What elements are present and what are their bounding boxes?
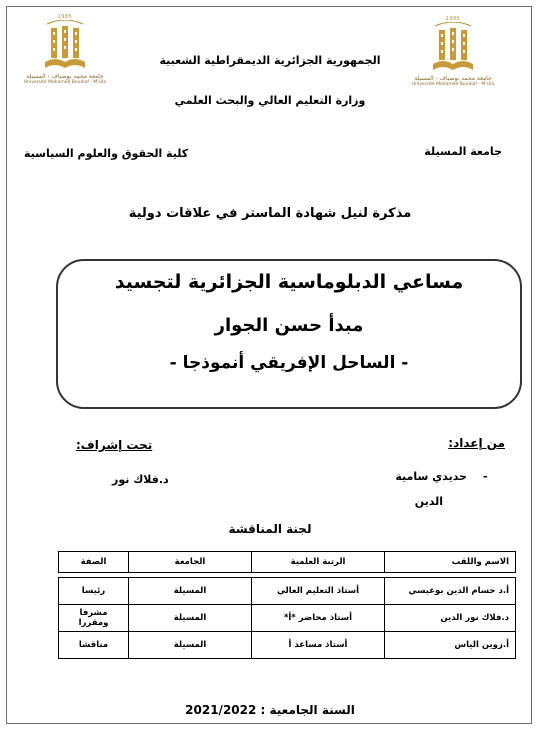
- table-row: [59, 578, 516, 605]
- supervisor-name: د.فلاك نور: [112, 473, 169, 486]
- supervision-label: تحت إشراف:: [76, 438, 153, 452]
- column-header: الاسم واللقب: [385, 552, 516, 573]
- jury-member-role: مناقشا: [59, 632, 129, 659]
- jury-table: [58, 551, 516, 659]
- jury-member-rank: أستاذ محاضر *أ*: [252, 605, 385, 632]
- title-line-3: - الساحل الإفريقي أنموذجا -: [169, 353, 409, 373]
- jury-heading: لجنة المناقشة: [228, 522, 312, 536]
- student-bullet: -: [483, 470, 488, 483]
- student-name: حديدي سامية: [395, 470, 467, 483]
- table-row: [59, 605, 516, 632]
- jury-member-role: رئيسا: [59, 578, 129, 605]
- thesis-type: مذكرة لنيل شهادة الماستر في علاقات دولية: [128, 206, 412, 221]
- column-header: الصفة: [59, 552, 129, 573]
- university-name: جامعة المسيلة: [424, 145, 502, 158]
- prepared-by-label: من إعداد:: [448, 436, 505, 450]
- jury-member-university: المسيلة: [129, 578, 252, 605]
- title-line-1: مساعي الدبلوماسية الجزائرية لتجسيد: [114, 271, 464, 293]
- thesis-title-box: [56, 259, 522, 409]
- academic-year: السنة الجامعية : 2021/2022: [185, 703, 355, 717]
- logo-year: 1985: [445, 16, 461, 22]
- republic-heading: الجمهورية الجزائرية الديمقراطية الشعبية: [159, 54, 381, 67]
- faculty-name: كلية الحقوق والعلوم السياسية: [24, 147, 189, 160]
- jury-member-name: أ.د حسام الدين بوعيسي: [385, 578, 516, 605]
- ministry-heading: وزارة التعليم العالي والبحث العلمي: [174, 94, 366, 107]
- jury-member-university: المسيلة: [129, 605, 252, 632]
- title-line-2: مبدأ حسن الجوار: [214, 315, 364, 336]
- jury-member-name: د.فلاك نور الدين: [385, 605, 516, 632]
- logo-arabic-name: جامعة محمد بوضياف - المسيلة: [26, 73, 104, 80]
- table-row: [59, 632, 516, 659]
- jury-member-role: مشرفا ومقررا: [59, 605, 129, 632]
- jury-member-rank: أستاذ مساعد أ: [252, 632, 385, 659]
- jury-member-university: المسيلة: [129, 632, 252, 659]
- logo-year: 1985: [57, 14, 73, 20]
- logo-latin-name: Université Mohamed Boudiaf - M'sila: [23, 80, 107, 85]
- jury-member-name: أ.زوين الياس: [385, 632, 516, 659]
- jury-member-rank: أستاذ التعليم العالي: [252, 578, 385, 605]
- logo-latin-name: Université Mohamed Boudiaf - M'sila: [411, 82, 495, 87]
- table-header-row: [59, 552, 516, 573]
- student-name-continued: الدين: [414, 495, 443, 508]
- column-header: الرتبة العلمية: [252, 552, 385, 573]
- logo-arabic-name: جامعة محمد بوضياف - المسيلة: [414, 75, 492, 82]
- column-header: الجامعة: [129, 552, 252, 573]
